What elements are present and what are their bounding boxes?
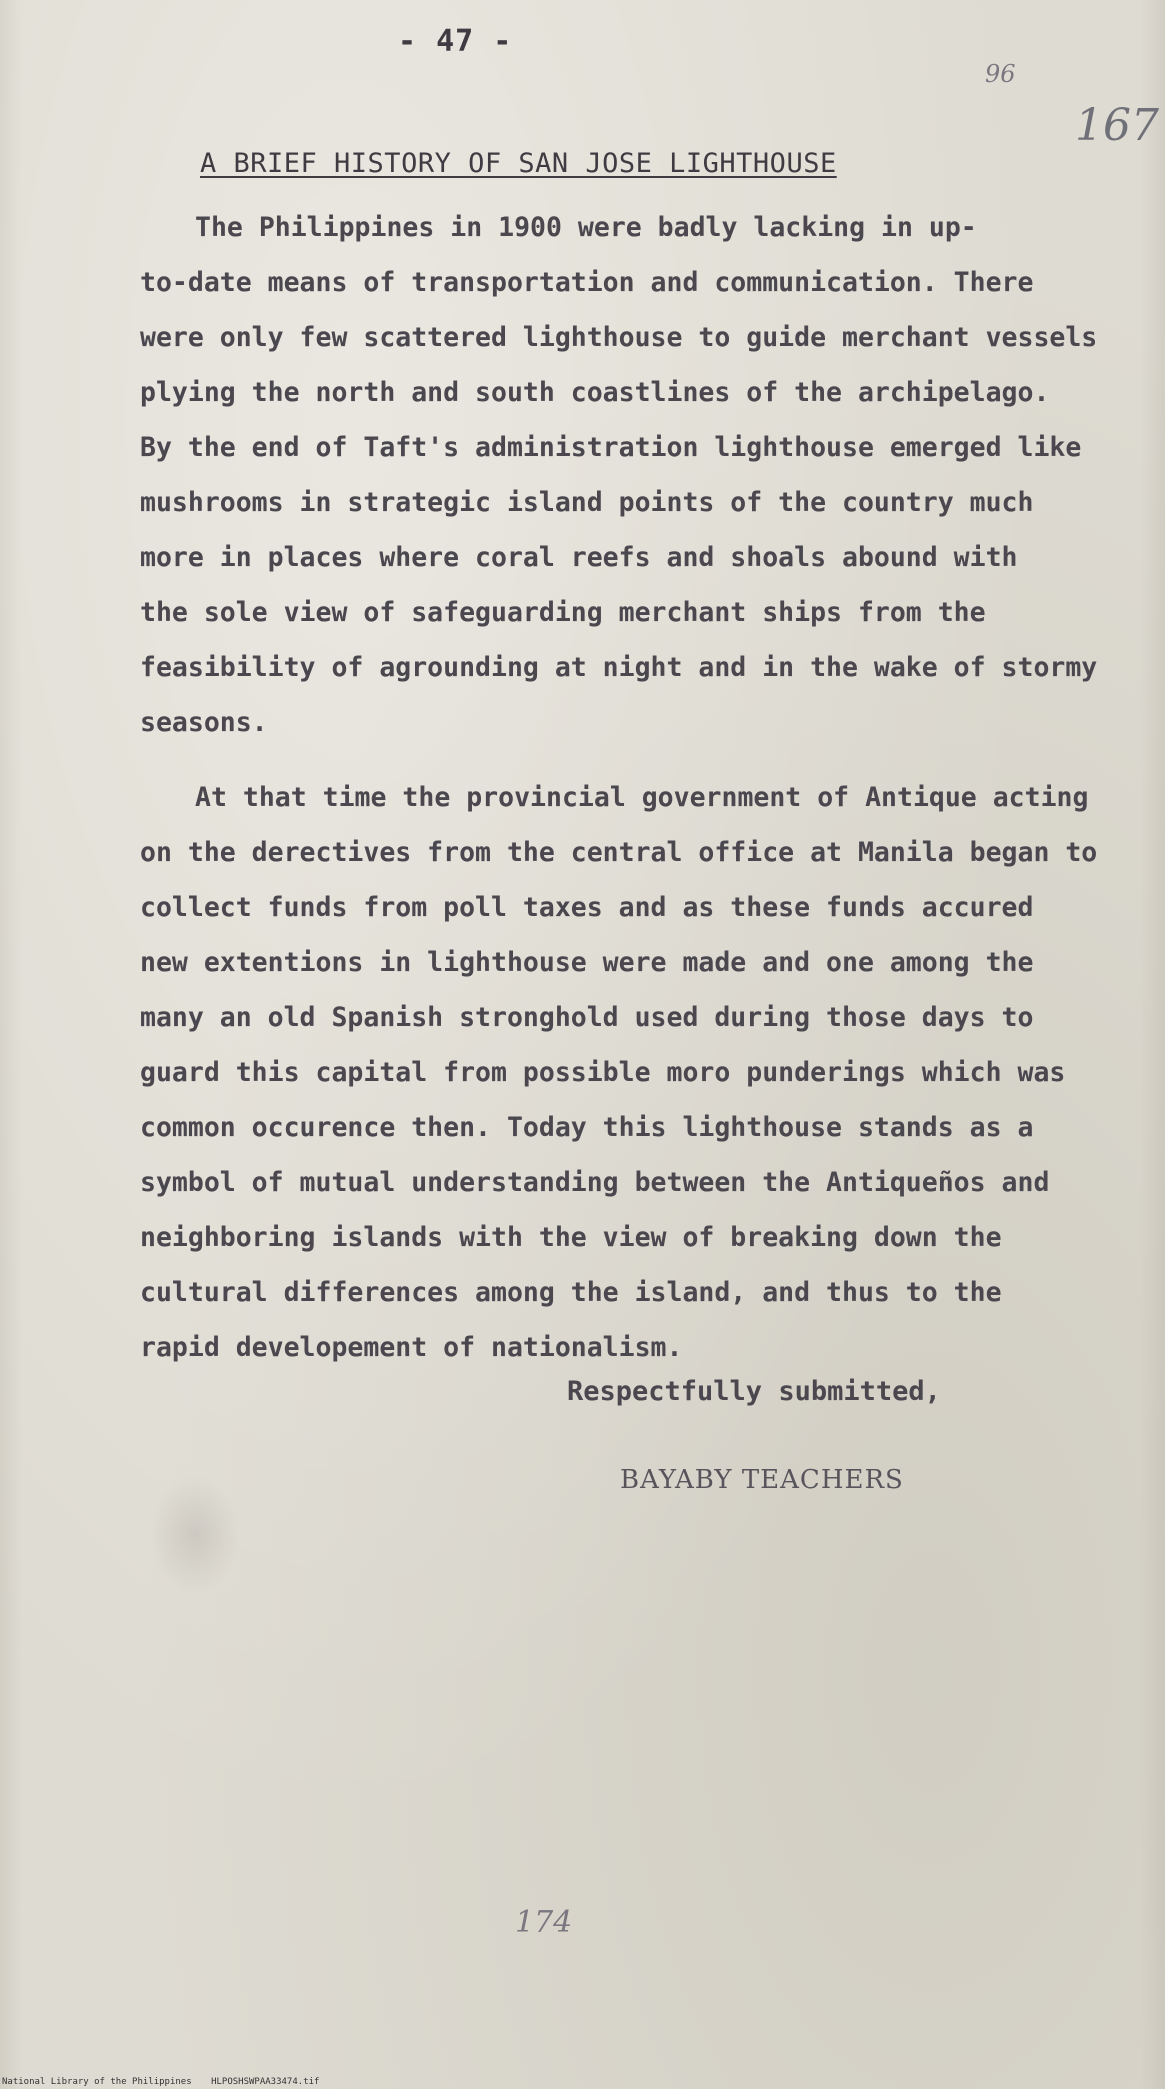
paragraph-1-line: were only few scattered lighthouse to guide merchant vessels [140,322,1098,353]
signature: BAYABY TEACHERS [620,1465,904,1495]
paragraph-2-line: At that time the provincial government of Antique acting [195,782,1089,813]
paragraph-2-line: common occurence then. Today this lighthouse stands as a [140,1112,1034,1143]
footer-library: National Library of the Philippines [2,2077,192,2087]
footer-file: HLPOSHSWPAA33474.tif [211,2077,320,2087]
document-title: A BRIEF HISTORY OF SAN JOSE LIGHTHOUSE [200,148,837,179]
paragraph-2-line: collect funds from poll taxes and as these funds accured [140,892,1034,923]
paragraph-2-line: guard this capital from possible moro punderings which was [140,1057,1066,1088]
paragraph-1-line: seasons. [140,707,268,738]
paragraph-2-line: symbol of mutual understanding between the Antiqueños and [140,1167,1050,1198]
paragraph-1-line: By the end of Taft's administration lighthouse emerged like [140,432,1082,463]
paragraph-1-line: plying the north and south coastlines of the archipelago. [140,377,1050,408]
paragraph-2-line: rapid developement of nationalism. [140,1332,683,1363]
paragraph-2-line: many an old Spanish stronghold used during those days to [140,1002,1034,1033]
paragraph-1-line: mushrooms in strategic island points of the country much [140,487,1034,518]
archive-footer [2,2077,319,2087]
document-body [140,200,1150,1375]
handwritten-note-174: 174 [515,1905,573,1940]
handwritten-note-96: 96 [985,60,1016,88]
paper-smudge [150,1475,240,1595]
closing-line: Respectfully submitted, [567,1376,941,1407]
paragraph-2-line: new extentions in lighthouse were made and one among the [140,947,1034,978]
paragraph-1-line: feasibility of agrounding at night and in the wake of stormy [140,652,1098,683]
handwritten-note-167: 167 [1075,100,1159,151]
paragraph-1-line: The Philippines in 1900 were badly lacking in up- [195,212,977,243]
paragraph-1-line: to-date means of transportation and communication. There [140,267,1034,298]
page-number: - 47 - [398,24,513,59]
paragraph-2-line: neighboring islands with the view of breaking down the [140,1222,1002,1253]
paragraph-1-line: more in places where coral reefs and shoals abound with [140,542,1018,573]
paragraph-1-line: the sole view of safeguarding merchant ships from the [140,597,986,628]
paragraph-2-line: cultural differences among the island, and thus to the [140,1277,1002,1308]
paragraph-2-line: on the derectives from the central office at Manila began to [140,837,1098,868]
